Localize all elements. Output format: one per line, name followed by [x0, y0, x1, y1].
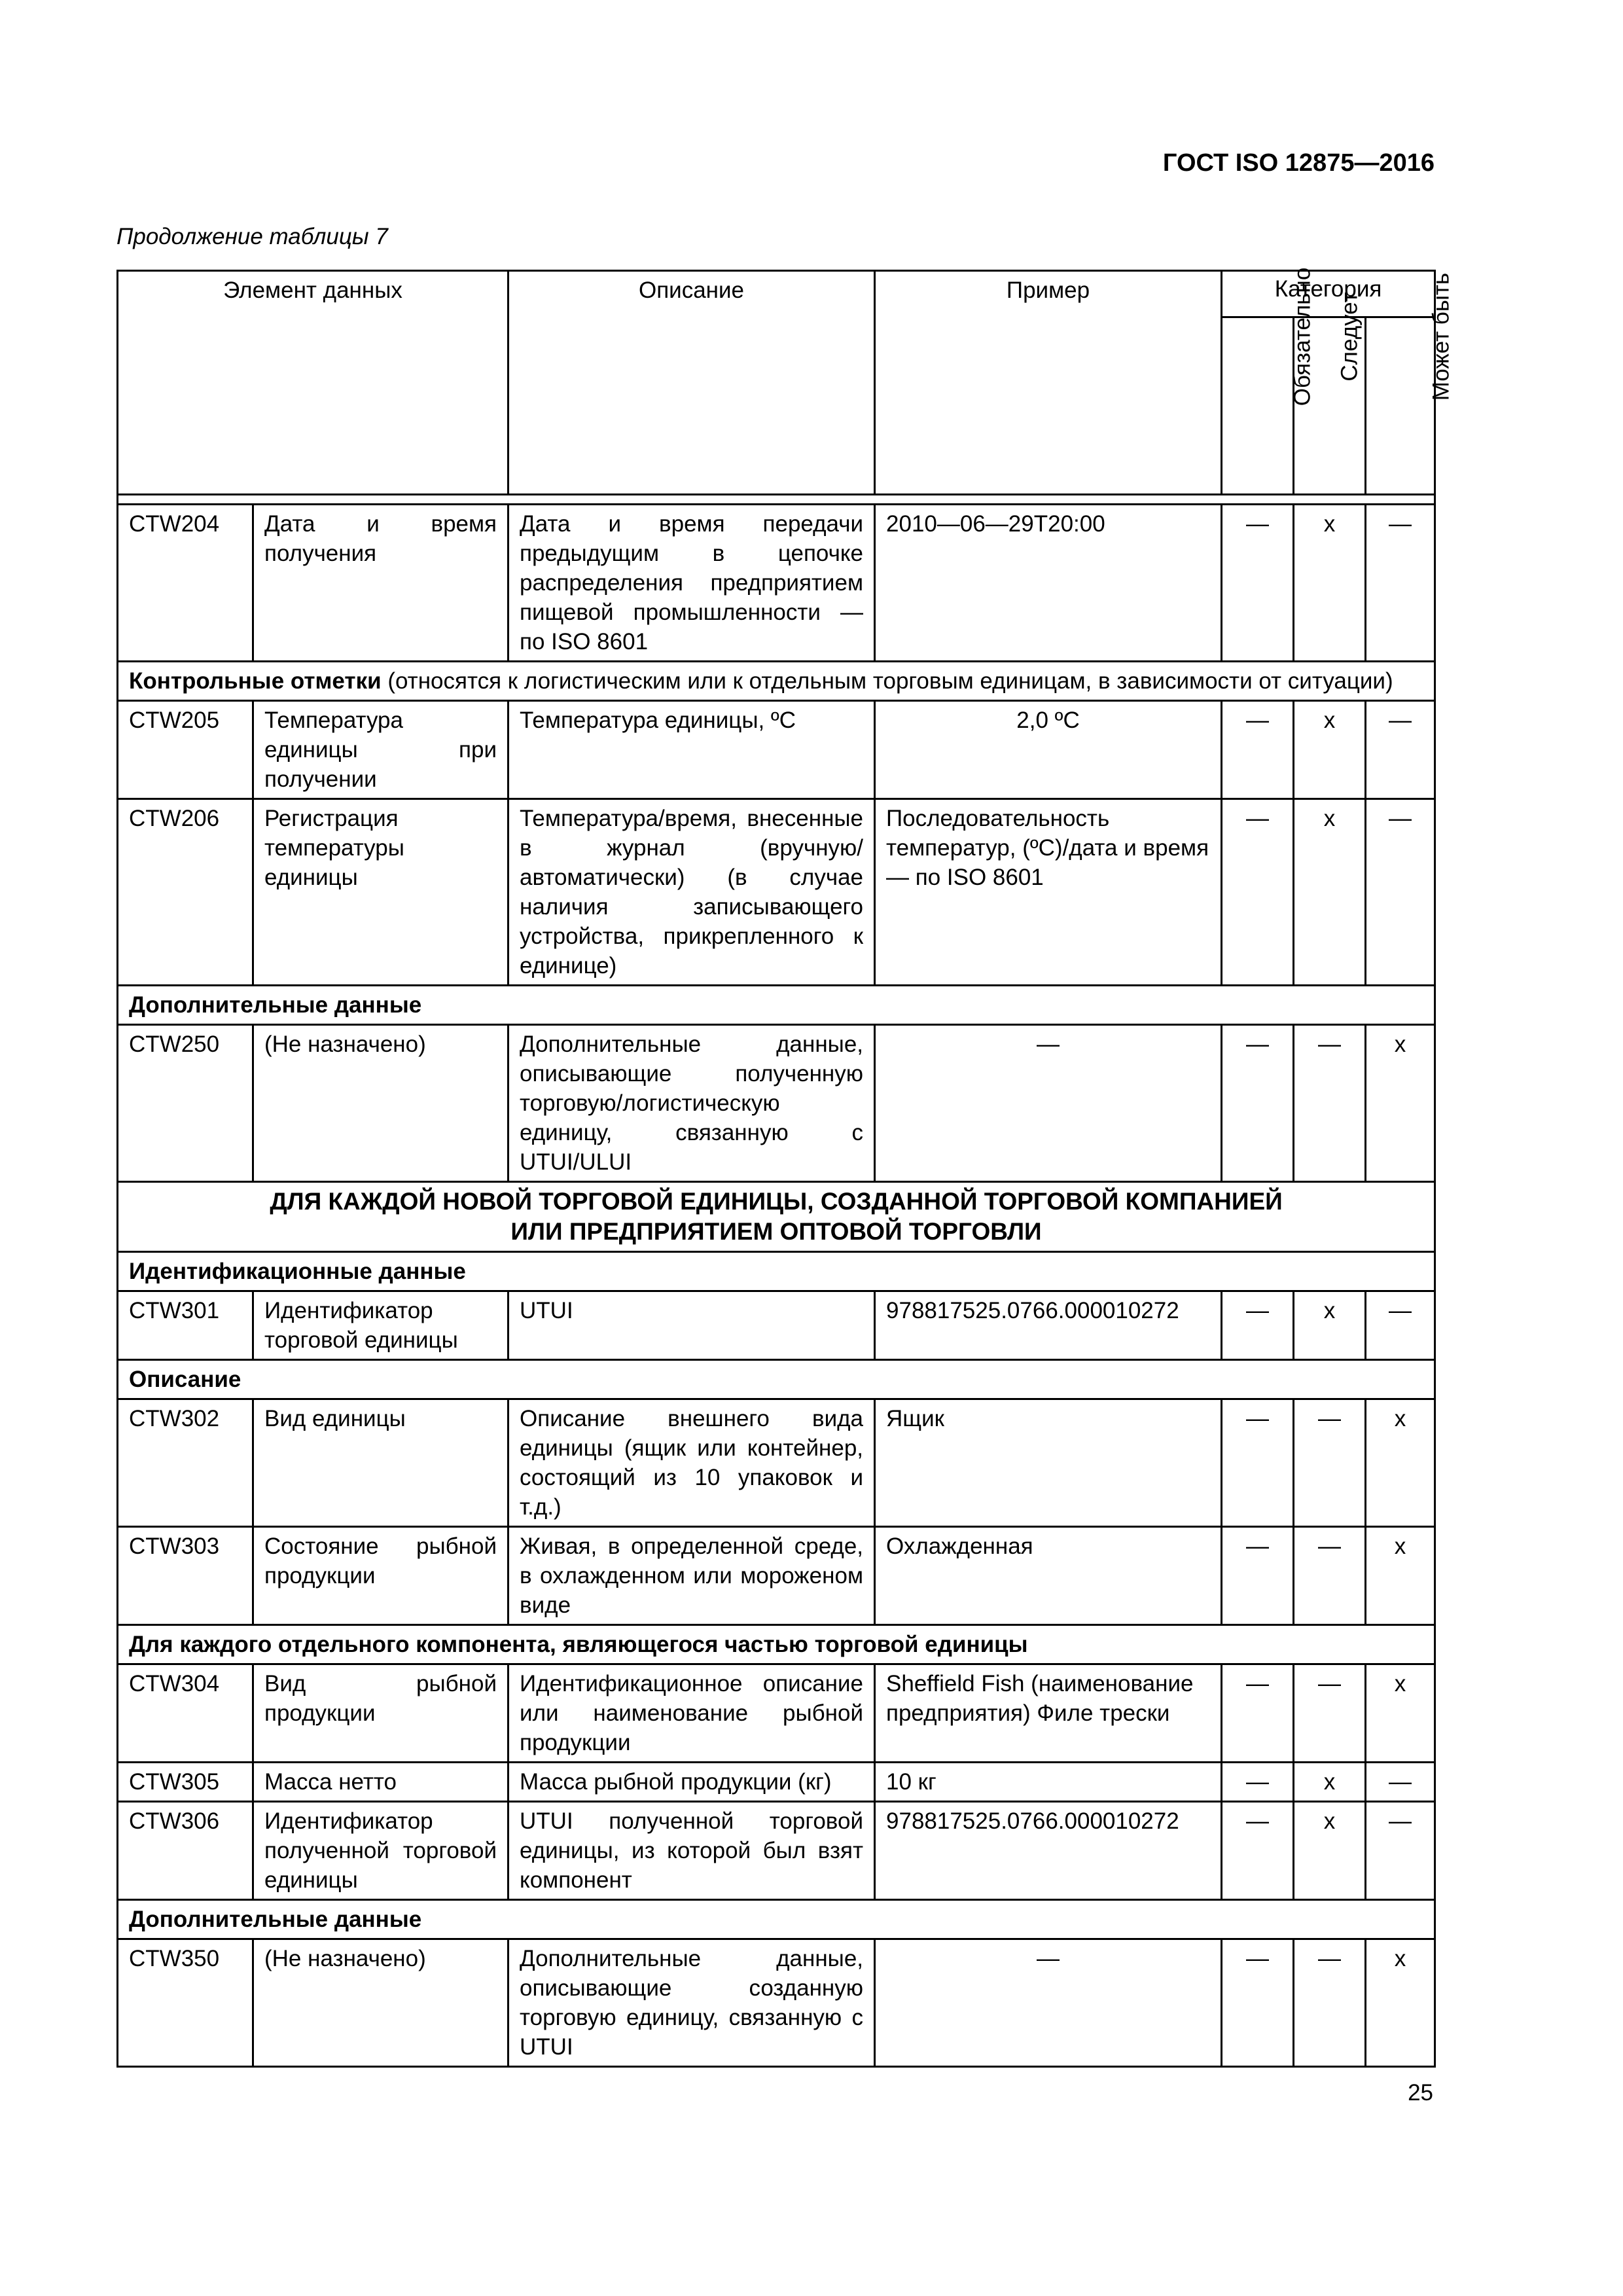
row-may: —: [1366, 799, 1435, 986]
table-row-ctw304: [118, 1664, 1435, 1763]
table-row-ctw206: [118, 799, 1435, 986]
header-row: [118, 271, 1435, 317]
row-code: CTW206: [118, 799, 253, 986]
row-mandatory: —: [1222, 701, 1294, 799]
table-row-ctw305: [118, 1763, 1435, 1802]
major-heading-line-2: ИЛИ ПРЕДПРИЯТИЕМ ОПТОВОЙ ТОРГОВЛИ: [510, 1218, 1042, 1245]
row-code: CTW304: [118, 1664, 253, 1763]
row-element: Вид рыбной продукции: [253, 1664, 508, 1763]
row-mandatory: —: [1222, 505, 1294, 662]
row-element: (Не назначено): [253, 1939, 508, 2067]
row-example: Последовательность температур, (ºС)/дата и время — по ISO 8601: [875, 799, 1222, 986]
row-code: CTW305: [118, 1763, 253, 1802]
row-element: Идентификатор полученной торговой единицы: [253, 1802, 508, 1900]
row-may: х: [1366, 1664, 1435, 1763]
section-row-component: [118, 1625, 1435, 1664]
row-code: CTW306: [118, 1802, 253, 1900]
row-description: Дополнительные данные, описывающие созданную торговую единицу, связанную с UTUI: [508, 1939, 875, 2067]
table-row-ctw204: [118, 505, 1435, 662]
major-heading-line-1: ДЛЯ КАЖДОЙ НОВОЙ ТОРГОВОЙ ЕДИНИЦЫ, СОЗДАННОЙ ТОРГОВОЙ КОМПАНИЕЙ: [270, 1188, 1283, 1215]
row-example: —: [875, 1025, 1222, 1182]
row-element: Дата и время получения: [253, 505, 508, 662]
section-row-identification: [118, 1252, 1435, 1291]
table-row-ctw350: [118, 1939, 1435, 2067]
row-element: Идентификатор торговой единицы: [253, 1291, 508, 1360]
data-elements-table: [116, 267, 1454, 2068]
row-may: —: [1366, 1291, 1435, 1360]
row-element: Регистрация температуры единицы: [253, 799, 508, 986]
row-mandatory: —: [1222, 1527, 1294, 1625]
row-description: UTUI полученной торговой единицы, из которой был взят компонент: [508, 1802, 875, 1900]
row-may: —: [1366, 701, 1435, 799]
row-should: х: [1294, 1291, 1366, 1360]
row-code: CTW303: [118, 1527, 253, 1625]
row-description: Дополнительные данные, описывающие полученную торговую/логистическую единицу, связанную с UTUI/ULUI: [508, 1025, 875, 1182]
section-row-new-trade-unit: [118, 1182, 1435, 1252]
row-description: Температура/время, внесенные в журнал (вручную/автоматически) (в случае наличия записывающего устройства, прикрепленного к единице): [508, 799, 875, 986]
row-description: Идентификационное описание или наименование рыбной продукции: [508, 1664, 875, 1763]
row-code: CTW205: [118, 701, 253, 799]
row-example: 978817525.0766.000010272: [875, 1802, 1222, 1900]
row-may: х: [1366, 1399, 1435, 1527]
row-element: Температура единицы при получении: [253, 701, 508, 799]
row-mandatory: —: [1222, 799, 1294, 986]
row-element: (Не назначено): [253, 1025, 508, 1182]
table-continuation-caption: Продолжение таблицы 7: [116, 224, 388, 249]
row-code: CTW350: [118, 1939, 253, 2067]
row-code: CTW250: [118, 1025, 253, 1182]
row-code: CTW301: [118, 1291, 253, 1360]
row-mandatory: —: [1222, 1291, 1294, 1360]
table-row-ctw303: [118, 1527, 1435, 1625]
section-heading: Дополнительные данные: [118, 986, 1435, 1025]
section-row-description: [118, 1360, 1435, 1399]
row-example: 978817525.0766.000010272: [875, 1291, 1222, 1360]
row-mandatory: —: [1222, 1763, 1294, 1802]
header-separator: [118, 495, 1435, 505]
row-should: х: [1294, 701, 1366, 799]
row-description: Живая, в определенной среде, в охлажденном или мороженом виде: [508, 1527, 875, 1625]
section-heading: Для каждого отдельного компонента, являющегося частью торговой единицы: [118, 1625, 1435, 1664]
row-should: х: [1294, 1802, 1366, 1900]
row-description: Температура единицы, ºС: [508, 701, 875, 799]
header-example: Пример: [875, 271, 1222, 495]
row-mandatory: —: [1222, 1399, 1294, 1527]
section-row-control-marks: [118, 662, 1435, 701]
row-should: —: [1294, 1664, 1366, 1763]
row-description: UTUI: [508, 1291, 875, 1360]
row-should: —: [1294, 1399, 1366, 1527]
header-category: Категория: [1222, 271, 1435, 317]
row-may: —: [1366, 1802, 1435, 1900]
row-may: —: [1366, 1763, 1435, 1802]
table-row-ctw302: [118, 1399, 1435, 1527]
table-row-ctw306: [118, 1802, 1435, 1900]
row-description: Дата и время передачи предыдущим в цепочке распределения предприятием пищевой промышленности — по ISO 8601: [508, 505, 875, 662]
row-mandatory: —: [1222, 1939, 1294, 2067]
table-row-ctw250: [118, 1025, 1435, 1182]
document-code: ГОСТ ISO 12875—2016: [1162, 149, 1435, 177]
row-should: х: [1294, 1763, 1366, 1802]
header-description: Описание: [508, 271, 875, 495]
header-should: Следует: [1294, 317, 1366, 495]
section-heading: Идентификационные данные: [118, 1252, 1435, 1291]
row-code: CTW302: [118, 1399, 253, 1527]
table-row-ctw301: [118, 1291, 1435, 1360]
row-mandatory: —: [1222, 1802, 1294, 1900]
row-element: Состояние рыбной продукции: [253, 1527, 508, 1625]
header-element: Элемент данных: [118, 271, 508, 495]
page-number: 25: [1408, 2080, 1433, 2106]
section-heading: Описание: [118, 1360, 1435, 1399]
row-should: —: [1294, 1527, 1366, 1625]
header-mandatory: Обязательно: [1222, 317, 1294, 495]
row-element: Вид единицы: [253, 1399, 508, 1527]
row-example: 2010—06—29T20:00: [875, 505, 1222, 662]
row-description: Масса рыбной продукции (кг): [508, 1763, 875, 1802]
row-example: Ящик: [875, 1399, 1222, 1527]
row-example: —: [875, 1939, 1222, 2067]
header-may: Может быть: [1366, 317, 1435, 495]
row-may: х: [1366, 1025, 1435, 1182]
row-description: Описание внешнего вида единицы (ящик или контейнер, состоящий из 10 упаковок и т.д.): [508, 1399, 875, 1527]
row-should: —: [1294, 1939, 1366, 2067]
row-may: —: [1366, 505, 1435, 662]
row-example: 10 кг: [875, 1763, 1222, 1802]
row-element: Масса нетто: [253, 1763, 508, 1802]
table-row-ctw205: [118, 701, 1435, 799]
section-row-additional-data-2: [118, 1900, 1435, 1939]
row-example: Sheffield Fish (наименование предприятия) Филе трески: [875, 1664, 1222, 1763]
row-should: —: [1294, 1025, 1366, 1182]
row-mandatory: —: [1222, 1664, 1294, 1763]
row-code: CTW204: [118, 505, 253, 662]
row-example: 2,0 ºС: [875, 701, 1222, 799]
row-may: х: [1366, 1939, 1435, 2067]
section-row-additional-data: [118, 986, 1435, 1025]
section-heading: Контрольные отметки (относятся к логистическим или к отдельным торговым единицам, в зависимости от ситуации): [118, 662, 1435, 701]
row-may: х: [1366, 1527, 1435, 1625]
section-heading: Дополнительные данные: [118, 1900, 1435, 1939]
row-should: х: [1294, 799, 1366, 986]
row-mandatory: —: [1222, 1025, 1294, 1182]
row-should: х: [1294, 505, 1366, 662]
row-example: Охлажденная: [875, 1527, 1222, 1625]
section-major-heading: [118, 1182, 1435, 1252]
